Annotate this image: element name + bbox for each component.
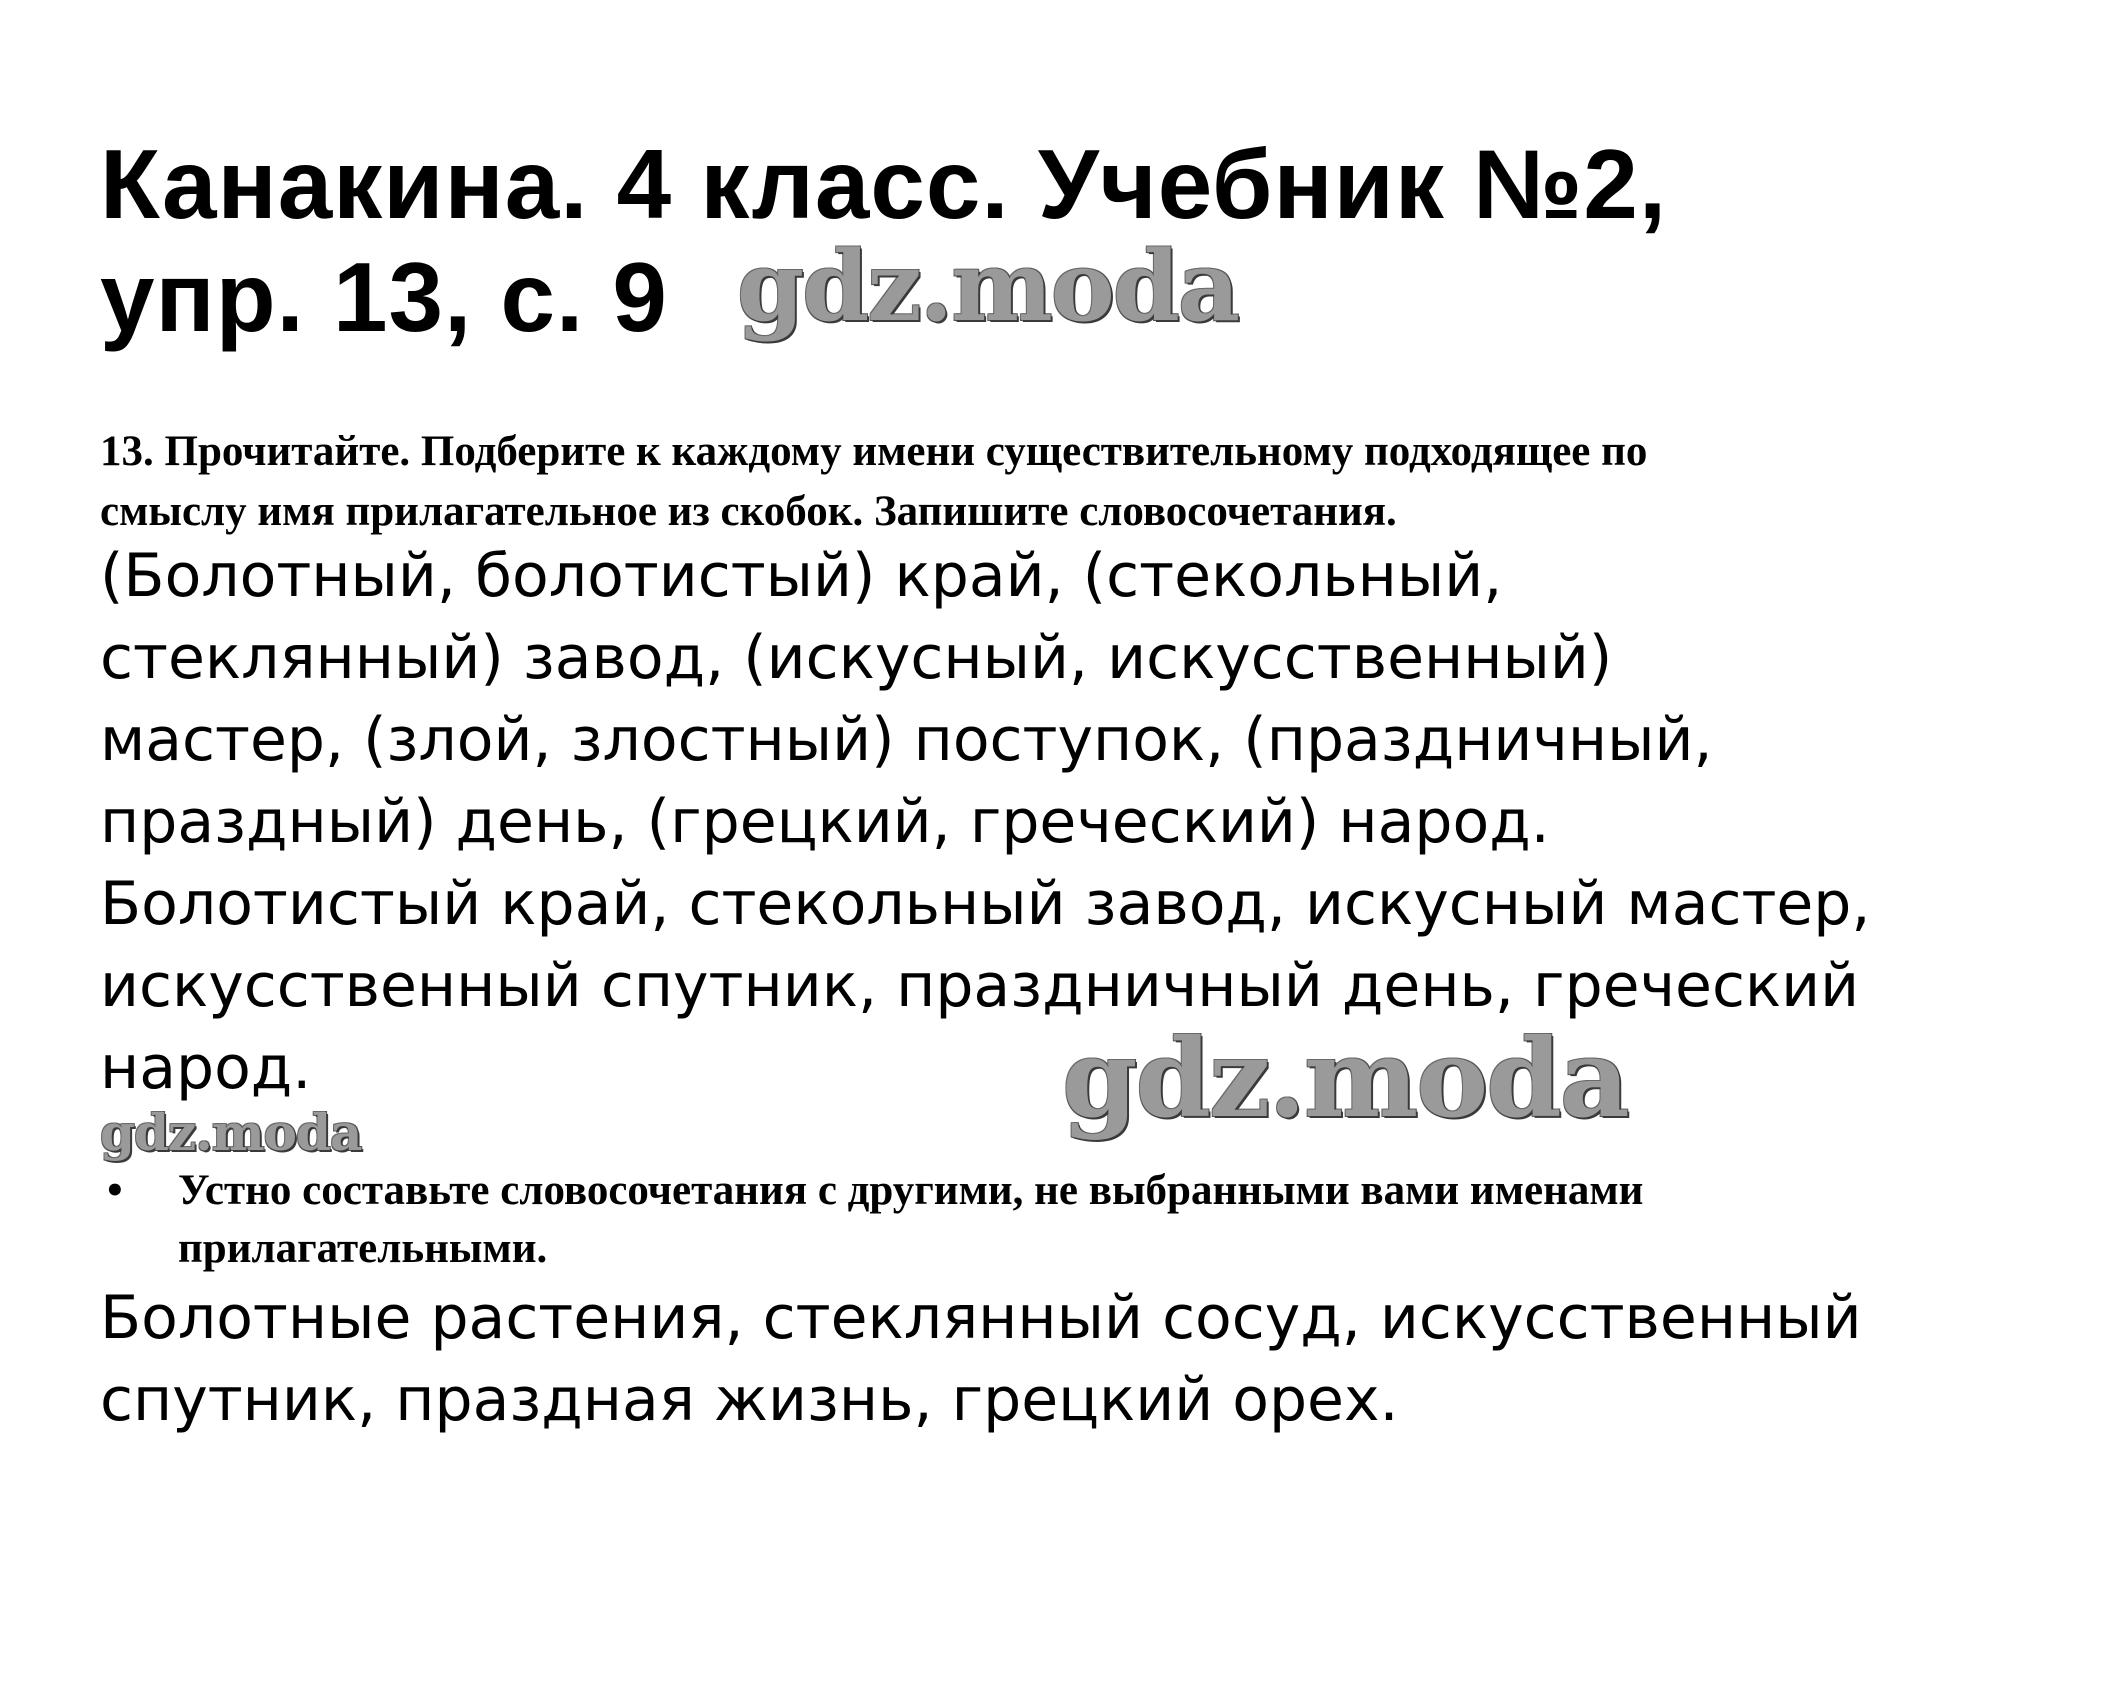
answer-2-line: спутник, праздная жизнь, грецкий орех. (100, 1365, 1399, 1435)
answer-1-line: народ. (100, 1033, 312, 1103)
task-line-1: 13. Прочитайте. Подберите к каждому имени существительному подходящее по (100, 428, 1648, 475)
title-line-2: упр. 13, с. 9 (100, 242, 668, 352)
watermark-logo-small: gdz.moda (100, 1103, 362, 1162)
answer-2-line: Болотные растения, стеклянный сосуд, искусственный (100, 1283, 1862, 1353)
exercise-task (100, 422, 2060, 542)
watermark-logo-middle: gdz.moda (1062, 1016, 1628, 1142)
answer-1-line: стеклянный) завод, (искусный, искусственный) (100, 623, 1613, 693)
bullet-task-text (178, 1162, 1643, 1278)
title-line-1: Канакина. 4 класс. Учебник №2, (100, 129, 1668, 239)
answer-1-line: (Болотный, болотистый) край, (стекольный, (100, 541, 1503, 611)
answer-1-line: мастер, (злой, злостный) поступок, (праздничный, (100, 705, 1713, 775)
bullet-line-2: прилагательными. (178, 1225, 548, 1272)
answer-1-line: искусственный спутник, праздничный день, греческий (100, 951, 1860, 1021)
answer-1-line: Болотистый край, стекольный завод, искусный мастер, (100, 869, 1871, 939)
bullet-marker: • (104, 1171, 126, 1211)
bullet-line-1: Устно составьте словосочетания с другими, не выбранными вами именами (178, 1167, 1644, 1214)
watermark-logo-top: gdz.moda (737, 230, 1239, 343)
answer-block-2 (100, 1277, 1862, 1441)
task-line-2: смыслу имя прилагательное из скобок. Запишите словосочетания. (100, 488, 1397, 535)
answer-1-line: праздный) день, (грецкий, греческий) народ. (100, 787, 1550, 857)
